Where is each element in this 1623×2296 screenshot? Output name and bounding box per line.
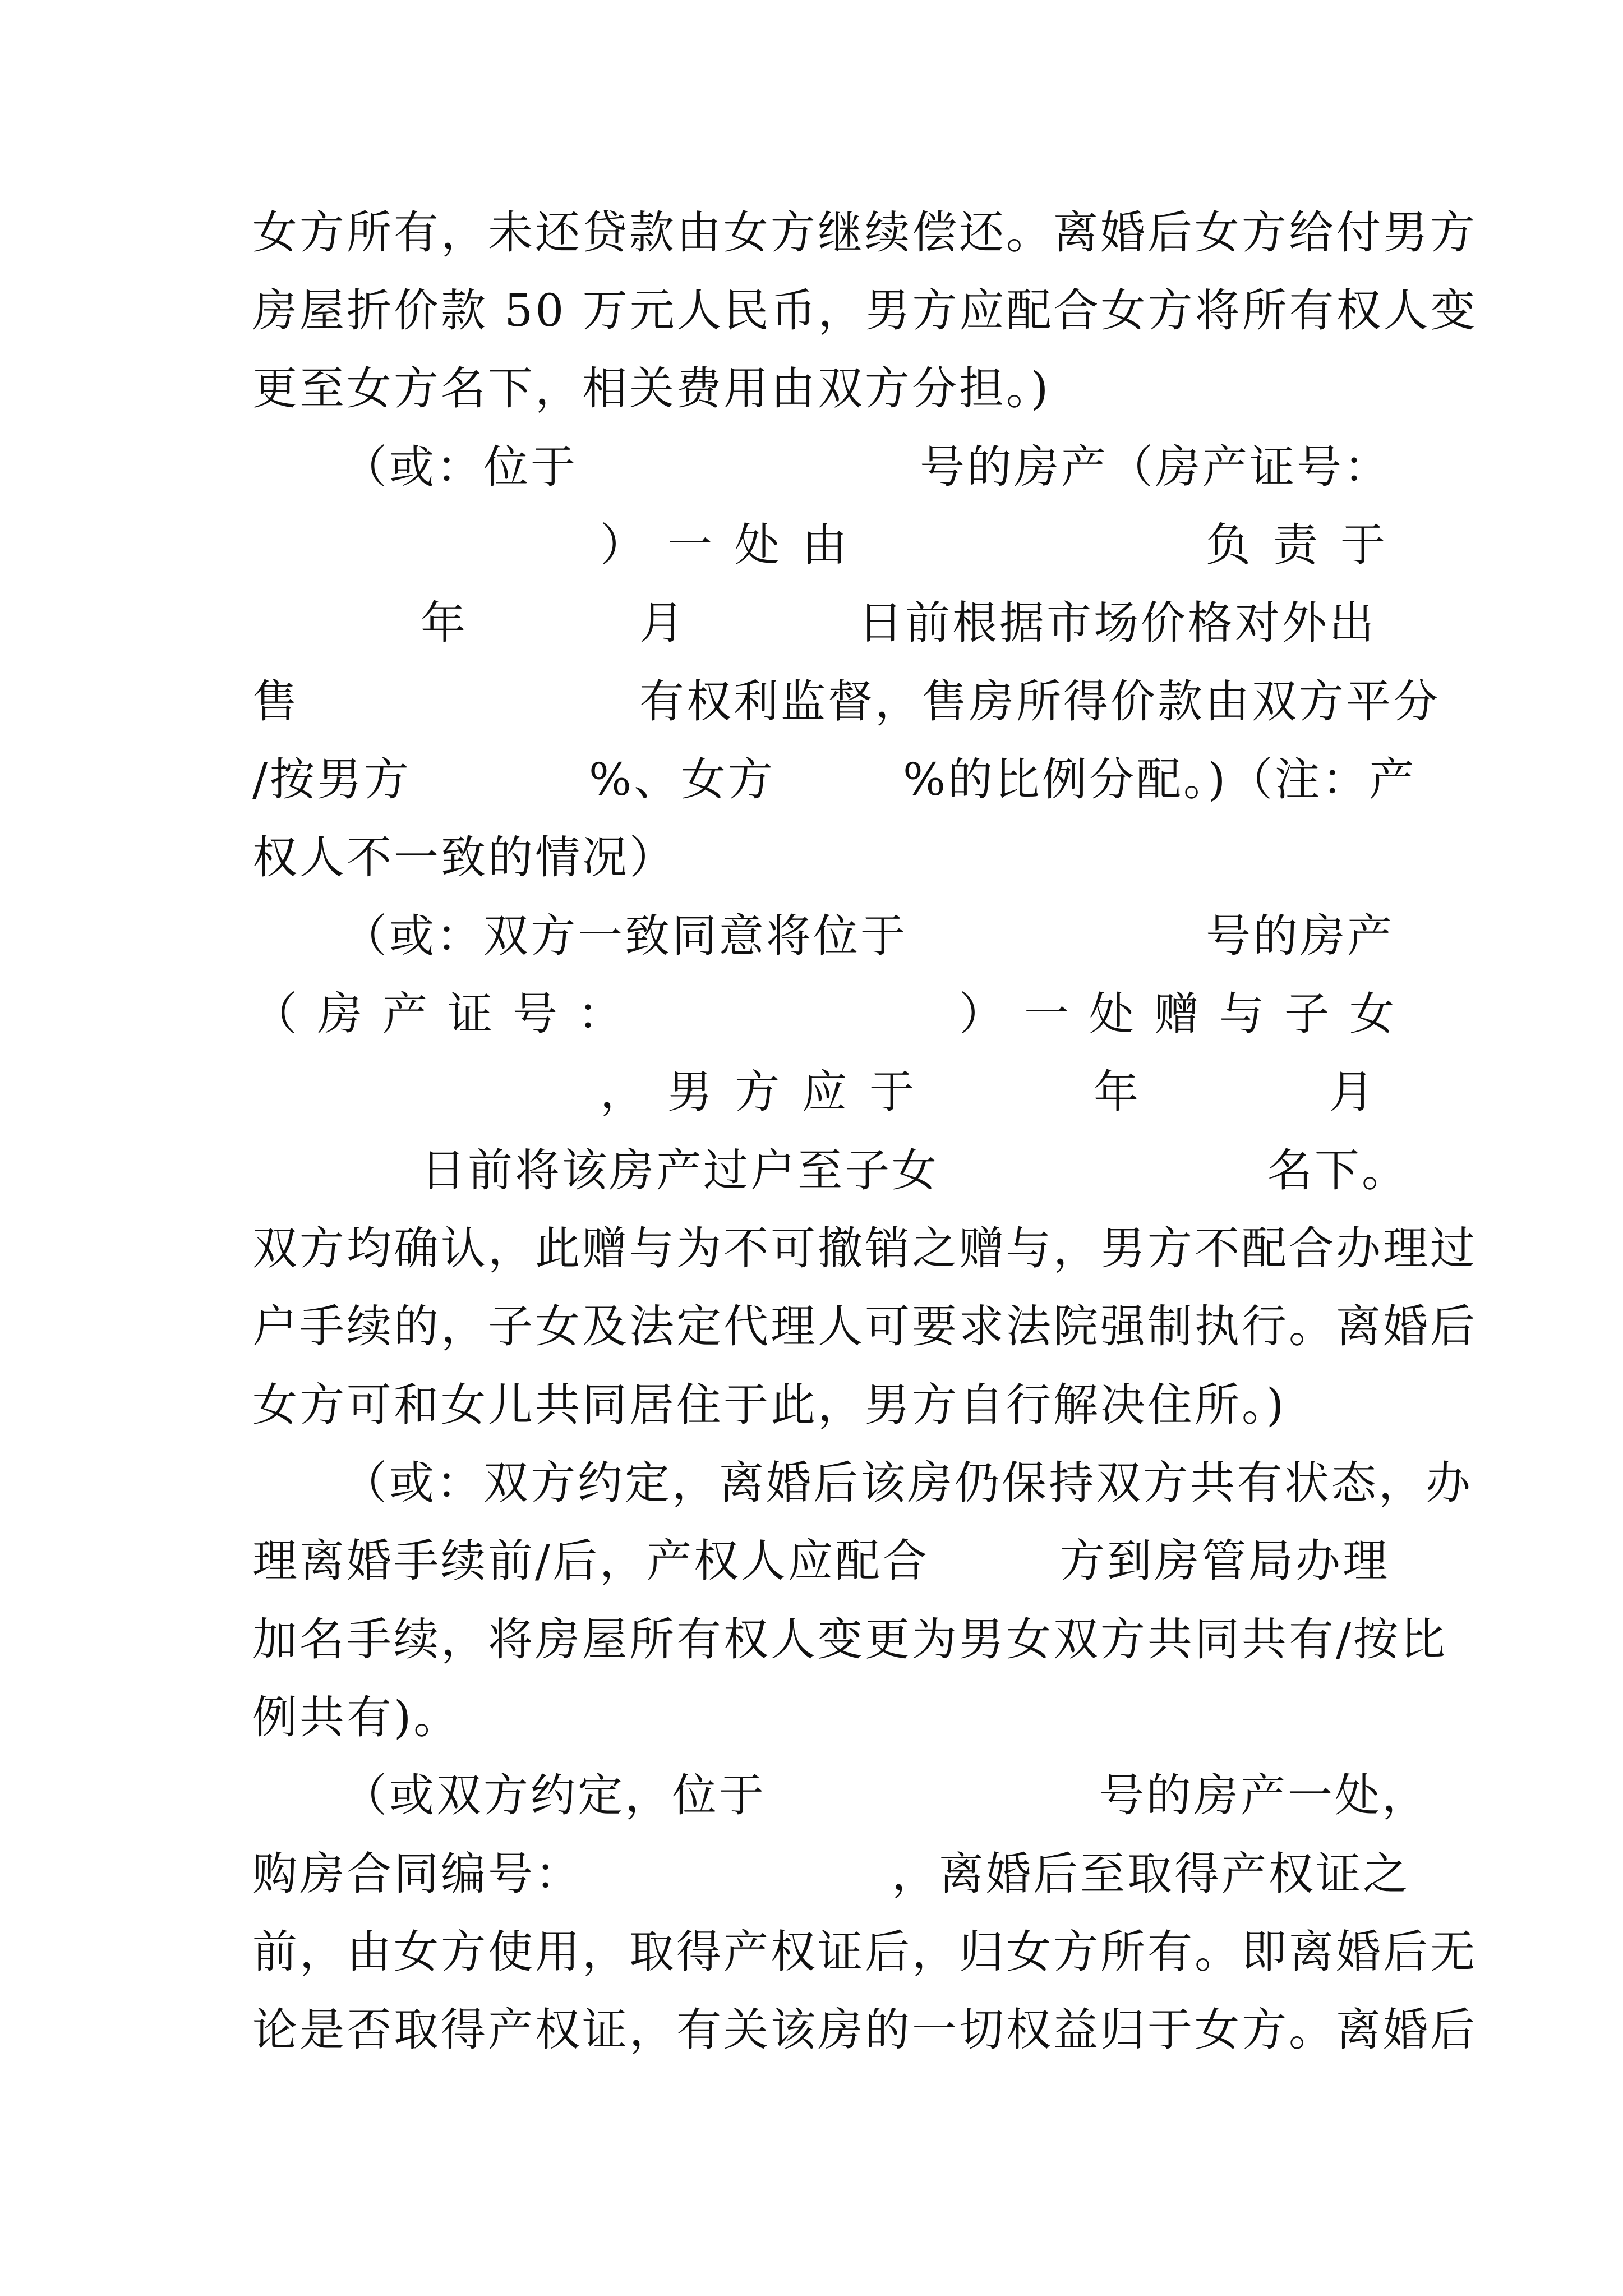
text-segment: 前，由女方使用，取得产权证后，归女方所有。即离婚后无: [252, 1926, 1477, 1978]
text-segment: %、女方: [589, 753, 776, 806]
text-segment: 双方均确认，此赠与为不可撤销之赠与，男方不配合办理过: [252, 1222, 1477, 1274]
text-segment: 日前将该房产过户至子女: [421, 1144, 939, 1197]
text-segment: 更至女方名下，相关费用由双方分担。): [252, 362, 1051, 415]
text-segment: 名下。: [1267, 1144, 1409, 1197]
text-line: [252, 668, 1440, 735]
text-segment: 加名手续，将房屋所有权人变更为男女双方共同共有/按比: [252, 1613, 1447, 1665]
text-line: [252, 434, 1391, 501]
text-segment: 女方所有，未还贷款由女方继续偿还。离婚后女方给付男方: [252, 206, 1477, 259]
text-segment: 有权利监督，售房所得价款由双方平分: [639, 675, 1440, 728]
text-line: [252, 1215, 1477, 1282]
text-line: [252, 1996, 1477, 2064]
text-segment: 号的房产（房产证号：: [920, 441, 1391, 493]
text-segment: 例共有)。: [252, 1691, 461, 1743]
text-segment: 月: [639, 597, 686, 649]
text-segment: 理离婚手续前/后，产权人应配合: [252, 1535, 929, 1587]
text-line: [252, 1684, 1380, 1751]
text-line: [252, 903, 1394, 970]
text-line: [252, 1606, 1447, 1673]
text-line: [252, 355, 1380, 422]
text-segment: （或：位于: [342, 441, 578, 493]
text-line: [252, 1372, 1380, 1439]
text-segment: 方到房管局办理: [1060, 1535, 1390, 1587]
text-segment: （或双方约定，位于: [342, 1769, 766, 1821]
text-line: [252, 1527, 1390, 1595]
text-segment: ，男方应于: [600, 1066, 937, 1118]
text-line: [252, 824, 1380, 891]
text-segment: 论是否取得产权证，有关该房的一切权益归于女方。离婚后: [252, 2004, 1477, 2056]
text-segment: （房产证号：: [252, 988, 643, 1040]
text-segment: 户手续的，子女及法定代理人可要求法院强制执行。离婚后: [252, 1300, 1477, 1352]
text-line: [252, 746, 1417, 813]
text-segment: 号的房产一处，: [1099, 1769, 1429, 1821]
text-segment: 售: [252, 675, 299, 728]
text-line: [252, 1841, 1410, 1908]
text-line: [252, 1918, 1477, 1986]
text-segment: ，离婚后至取得产权证之: [892, 1848, 1410, 1900]
text-segment: 女方可和女儿共同居住于此，男方自行解决住所。): [252, 1379, 1287, 1431]
text-segment: 月: [1329, 1066, 1376, 1118]
text-line: [252, 1450, 1473, 1517]
text-line: [252, 512, 1408, 579]
text-line: [252, 277, 1478, 344]
text-line: [252, 1137, 1409, 1204]
text-line: [252, 590, 1380, 657]
text-line: [252, 1293, 1477, 1360]
text-segment: /按男方: [252, 753, 411, 806]
text-segment: ）一处赠与子女: [959, 988, 1414, 1040]
text-line: [252, 1059, 1380, 1126]
text-line: [252, 1762, 1429, 1829]
text-segment: 年: [421, 597, 468, 649]
text-segment: 权人不一致的情况）: [252, 831, 676, 884]
text-segment: （或：双方约定，离婚后该房仍保持双方共有状态，办: [342, 1457, 1473, 1509]
text-segment: 购房合同编号：: [252, 1848, 582, 1900]
text-segment: 负责于: [1206, 519, 1408, 571]
text-line: [252, 199, 1477, 266]
text-segment: 年: [1094, 1066, 1141, 1118]
text-line: [252, 981, 1414, 1048]
text-segment: 房屋折价款 50 万元人民币，男方应配合女方将所有权人变: [252, 284, 1478, 337]
text-segment: 号的房产: [1206, 910, 1394, 962]
text-segment: 日前根据市场价格对外出: [858, 597, 1376, 649]
text-segment: %的比例分配。)（注：产: [903, 753, 1417, 806]
text-segment: ）一处由: [600, 519, 869, 571]
text-segment: （或：双方一致同意将位于: [342, 910, 907, 962]
